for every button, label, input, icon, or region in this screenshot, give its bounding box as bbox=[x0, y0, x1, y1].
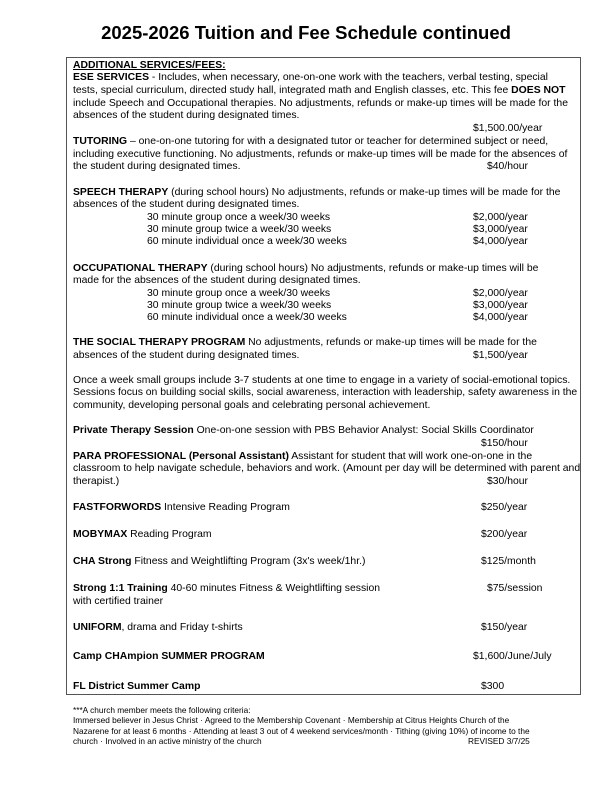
mobymax-price: $200/year bbox=[481, 529, 528, 540]
private-line-1 bbox=[73, 425, 534, 438]
ot-line-2: made for the absences of the student during designated times. bbox=[73, 275, 361, 286]
social-price: $1,500/year bbox=[473, 350, 528, 361]
tutoring-line-3: the student during designated times. bbox=[73, 161, 241, 172]
ot-option-price: $2,000/year bbox=[473, 288, 528, 299]
page-title: 2025-2026 Tuition and Fee Schedule continued bbox=[101, 22, 511, 43]
cha-price: $125/month bbox=[481, 556, 536, 567]
mobymax-name: MOBYMAX bbox=[73, 529, 128, 540]
uniform-name: UNIFORM bbox=[73, 622, 122, 633]
revised-date: REVISED 3/7/25 bbox=[468, 736, 530, 746]
fastforwords-line bbox=[73, 502, 290, 515]
tutoring-price: $40/hour bbox=[487, 161, 529, 172]
camp-price: $1,600/June/July bbox=[473, 651, 552, 662]
camp-name: Camp CHAmpion SUMMER PROGRAM bbox=[73, 651, 265, 662]
tutoring-line-2: including executive functioning. No adjustments, refunds or make-up times will be made for the absences of bbox=[73, 149, 568, 160]
fastforwords-name: FASTFORWORDS bbox=[73, 502, 162, 513]
ese-text-2: tests, special curriculum, directed study hall, integrated math and English classes, etc. This fee bbox=[73, 85, 512, 96]
speech-option-label: 60 minute individual once a week/30 weeks bbox=[147, 236, 347, 247]
cha-name: CHA Strong bbox=[73, 556, 132, 567]
tutoring-name: TUTORING bbox=[73, 136, 128, 147]
footnote-line-3: Nazarene for at least 6 months · Attending at least 3 out of 4 weekend services/month · Tithing (giving 10%) of income to the bbox=[73, 726, 530, 736]
uniform-price: $150/year bbox=[481, 622, 528, 633]
footnote-line-1: ***A church member meets the following criteria: bbox=[73, 705, 251, 715]
ot-option-label: 60 minute individual once a week/30 weeks bbox=[147, 312, 347, 323]
mobymax-desc: Reading Program bbox=[127, 529, 212, 540]
private-text-1: One-on-one session with PBS Behavior Analyst: Social Skills Coordinator bbox=[193, 425, 534, 436]
para-price: $30/hour bbox=[487, 476, 529, 487]
social-text-1: No adjustments, refunds or make-up times will be made for the bbox=[245, 337, 537, 348]
section-heading: ADDITIONAL SERVICES/FEES: bbox=[73, 60, 226, 71]
social-name: THE SOCIAL THERAPY PROGRAM bbox=[73, 337, 246, 348]
speech-text-1: (during school hours) No adjustments, refunds or make-up times will be made for the bbox=[168, 187, 561, 198]
ot-option-price: $4,000/year bbox=[473, 312, 528, 323]
para-name: PARA PROFESSIONAL (Personal Assistant) bbox=[73, 451, 289, 462]
private-price: $150/hour bbox=[481, 438, 528, 449]
fastforwords-price: $250/year bbox=[481, 502, 528, 513]
strong-price: $75/session bbox=[487, 583, 543, 594]
ot-option-price: $3,000/year bbox=[473, 300, 528, 311]
mobymax-line bbox=[73, 529, 212, 542]
ese-line-3: include Speech and Occupational therapies. No adjustments, refunds or make-up times will be made for the bbox=[73, 98, 568, 109]
strong-line-1 bbox=[73, 583, 380, 596]
social-line-2: absences of the student during designated times. bbox=[73, 350, 300, 361]
cha-desc: Fitness and Weightlifting Program (3x's week/1hr.) bbox=[131, 556, 366, 567]
tutoring-text-1: – one-on-one tutoring for with a designated tutor or teacher for determined subject or need, bbox=[127, 136, 549, 147]
para-line-2: classroom to help navigate schedule, behaviors and work. (Amount per day will be determined with parent and bbox=[73, 463, 581, 474]
footnote-line-4: church · Involved in an active ministry of the church bbox=[73, 736, 262, 746]
fl-name: FL District Summer Camp bbox=[73, 681, 201, 692]
speech-option-price: $2,000/year bbox=[473, 212, 528, 223]
cha-line bbox=[73, 556, 365, 569]
para-line-3: therapist.) bbox=[73, 476, 120, 487]
speech-line-2: absences of the student during designated times. bbox=[73, 199, 300, 210]
speech-option-price: $4,000/year bbox=[473, 236, 528, 247]
ot-text-1: (during school hours) No adjustments, refunds or make-up times will be bbox=[207, 263, 539, 274]
ese-line-4: absences of the student during designated times. bbox=[73, 110, 300, 121]
ot-name: OCCUPATIONAL THERAPY bbox=[73, 263, 208, 274]
speech-option-label: 30 minute group once a week/30 weeks bbox=[147, 212, 331, 223]
ese-text-1: - Includes, when necessary, one-on-one work with the teachers, verbal testing, special bbox=[149, 72, 548, 83]
speech-option-label: 30 minute group twice a week/30 weeks bbox=[147, 224, 332, 235]
strong-desc: 40-60 minutes Fitness & Weightlifting session bbox=[167, 583, 381, 594]
social-desc-2: Sessions focus on building social skills, social awareness, interaction with leadership, safety awareness in the bbox=[73, 387, 578, 398]
speech-option-price: $3,000/year bbox=[473, 224, 528, 235]
footnote-line-2: Immersed believer in Jesus Christ · Agreed to the Membership Covenant · Membership at Citrus Heights Church of the bbox=[73, 715, 510, 725]
strong-name: Strong 1:1 Training bbox=[73, 583, 168, 594]
para-line-1 bbox=[73, 451, 532, 464]
private-name: Private Therapy Session bbox=[73, 425, 194, 436]
ese-line-2 bbox=[73, 85, 565, 98]
uniform-desc: , drama and Friday t-shirts bbox=[121, 622, 243, 633]
social-line-1 bbox=[73, 337, 537, 350]
ese-does-not: DOES NOT bbox=[511, 85, 566, 96]
social-desc-1: Once a week small groups include 3-7 students at one time to engage in a variety of social-emotional topics. bbox=[73, 375, 571, 386]
fastforwords-desc: Intensive Reading Program bbox=[161, 502, 290, 513]
ot-option-label: 30 minute group once a week/30 weeks bbox=[147, 288, 331, 299]
ot-line-1 bbox=[73, 263, 538, 276]
social-desc-3: community, developing personal goals and celebrating personal achievement. bbox=[73, 400, 431, 411]
ot-option-label: 30 minute group twice a week/30 weeks bbox=[147, 300, 332, 311]
strong-line-2: with certified trainer bbox=[73, 596, 164, 607]
speech-name: SPEECH THERAPY bbox=[73, 187, 169, 198]
para-text-1: Assistant for student that will work one-on-one in the bbox=[288, 451, 533, 462]
fl-price: $300 bbox=[481, 681, 505, 692]
ese-line-1 bbox=[73, 72, 548, 85]
speech-line-1 bbox=[73, 187, 560, 200]
ese-price: $1,500.00/year bbox=[473, 123, 543, 134]
ese-name: ESE SERVICES bbox=[73, 72, 150, 83]
uniform-line bbox=[73, 622, 243, 635]
tutoring-line-1 bbox=[73, 136, 548, 149]
